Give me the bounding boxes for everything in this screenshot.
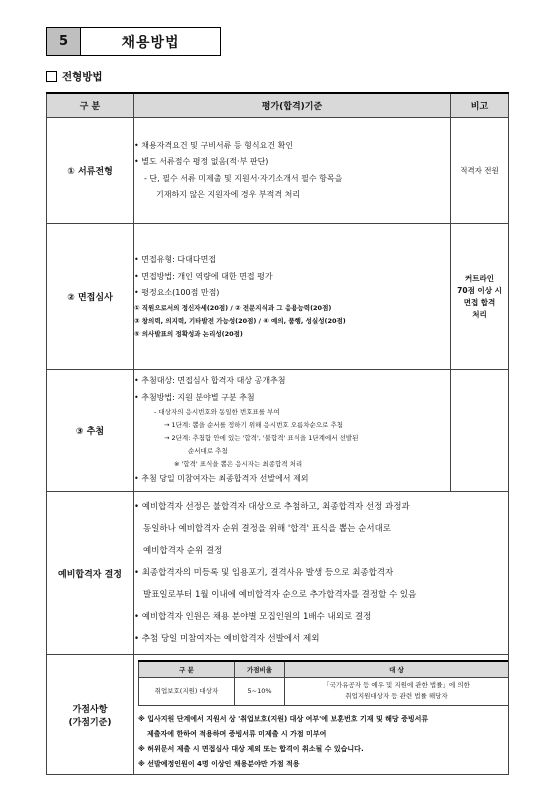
- row-label-document-screening: ① 서류전형: [47, 118, 134, 224]
- row-content: [134, 224, 451, 370]
- text-line: - 단, 필수 서류 미제출 및 지원서·자기소개서 필수 항목을: [144, 173, 343, 183]
- bullet-line: • 추첨 당일 미참여자는 예비합격자 선발에서 제외: [134, 628, 508, 650]
- bullet-line: • 채용자격요건 및 구비서류 등 형식요건 확인: [134, 138, 450, 155]
- note-line: 면접 합격: [463, 297, 496, 307]
- bullet-line: • 추첨대상: 면접심사 합격자 대상 공개추첨: [134, 373, 450, 390]
- row-label-bonus: [47, 655, 134, 775]
- text-line: 동일하나 예비합격자 순위 결정을 위해 '합격' 표식을 뽑는 순서대로: [143, 524, 391, 534]
- note-line: ※ 허위문서 제출 시 면접심사 대상 제외 또는 합격이 취소될 수 있습니다.: [138, 744, 364, 753]
- header-remarks: 비고: [451, 93, 509, 118]
- bullet-line: • 추첨방법: 지원 분야별 구분 추첨: [134, 390, 450, 407]
- row-note: [451, 224, 509, 370]
- bonus-target-line: 취업지원대상자 등 관련 법률 해당자: [345, 692, 448, 700]
- bonus-table: [138, 660, 509, 706]
- note-line: 제출자에 한하여 적용하며 증빙서류 미제출 시 가점 미부여: [147, 729, 327, 738]
- bullet-line: • 면접유형: 다대다면접: [134, 252, 450, 269]
- row-content: [134, 370, 451, 492]
- text-line: 발표일로부터 1월 이내에 예비합격자 순으로 추가합격자를 결정할 수 있음: [143, 590, 417, 600]
- small-line: ⑤ 의사발표의 정확성과 논리성(20점): [134, 329, 243, 338]
- note-line: 70점 이상 시: [457, 285, 502, 295]
- row-note: 적격자 전원: [451, 118, 509, 224]
- row-note: [451, 370, 509, 492]
- section-title: 채용방법: [121, 34, 180, 51]
- subheading: [46, 69, 103, 84]
- table-header-row: [47, 93, 509, 118]
- header-category: 구 분: [47, 93, 134, 118]
- table-row: [47, 492, 509, 655]
- label-line: (가점기준): [68, 717, 112, 728]
- bonus-category: 취업보호(지원) 대상자: [139, 677, 235, 705]
- small-line: - 대상자의 응시번호와 동일한 번호표를 부여: [154, 408, 280, 417]
- header-criteria: 평가(합격)기준: [134, 93, 451, 118]
- bonus-rate: 5~10%: [235, 677, 285, 705]
- bonus-row: [139, 677, 509, 705]
- text-line: 예비합격자 순위 결정: [143, 546, 223, 556]
- bullet-line: • 예비합격자 인원은 채용 분야별 모집인원의 1배수 내외로 결정: [134, 606, 508, 628]
- bonus-header-category: 구 분: [139, 661, 235, 678]
- bullet-line: • 평정요소(100점 만점): [134, 285, 450, 302]
- bullet-line: • 면접방법: 개인 역량에 대한 면접 평가: [134, 269, 450, 286]
- bonus-header-rate: 가점비율: [235, 661, 285, 678]
- row-label-reserve-candidates: 예비합격자 결정: [47, 492, 134, 655]
- small-line: → 1단계: 뽑을 순서를 정하기 위해 응시번호 오름차순으로 추첨: [164, 421, 343, 430]
- bullet-line: • 예비합격자 선정은 불합격자 대상으로 추첨하고, 최종합격자 선정 과정과: [134, 496, 508, 518]
- subheading-text: 전형방법: [62, 71, 103, 83]
- bullet-line: • 추첨 당일 미참여자는 최종합격자 선발에서 제외: [134, 471, 450, 488]
- section-number: 5: [47, 28, 81, 55]
- table-row: [47, 370, 509, 492]
- label-line: 가점사항: [72, 704, 108, 715]
- small-line: ※ '합격' 표식을 뽑은 응시자는 최종합격 처리: [174, 460, 303, 469]
- table-row: [47, 224, 509, 370]
- bonus-header-target: 대 상: [285, 661, 509, 678]
- row-label-interview: ② 면접심사: [47, 224, 134, 370]
- bullet-line: • 별도 서류점수 평정 없음(적·부 판단): [134, 154, 450, 171]
- small-line: → 2단계: 추첨함 안에 있는 '합격', '불합격' 표식을 1단계에서 선발된: [164, 434, 359, 443]
- note-line: 커트라인: [465, 273, 494, 283]
- note-line: ※ 입사지원 단계에서 지원서 상 '취업보호(지원) 대상 여부'에 보훈번호 기재 및 해당 증빙서류: [138, 714, 429, 723]
- checkbox-square-icon: [46, 71, 57, 82]
- text-line: 기재하지 않은 지원자에 경우 부적격 처리: [156, 190, 301, 199]
- selection-method-table: [46, 92, 509, 775]
- row-content: [134, 492, 509, 655]
- note-line: ※ 선발예정인원이 4명 이상인 채용분야만 가점 적용: [138, 759, 300, 768]
- row-content: [134, 655, 509, 775]
- small-line: ③ 창의력, 의지력, 기타발전 가능성(20점) / ④ 예의, 품행, 성실성(20점): [134, 316, 346, 325]
- bullet-line: • 최종합격자의 미등록 및 임용포기, 결격사유 발생 등으로 최종합격자: [134, 562, 508, 584]
- bonus-target: [285, 677, 509, 705]
- small-line: 순서대로 추첨: [188, 447, 228, 456]
- note-line: 처리: [472, 309, 487, 319]
- table-row: [47, 118, 509, 224]
- row-label-lottery: ③ 추첨: [47, 370, 134, 492]
- row-content: [134, 118, 451, 224]
- small-line: ① 직원으로서의 정신자세(20점) / ② 전문지식과 그 응용능력(20점): [134, 303, 332, 312]
- bonus-target-line: 「국가유공자 등 예우 및 지원에 관한 법률」에 의한: [323, 681, 470, 689]
- table-row: [47, 655, 509, 775]
- section-header: [46, 27, 221, 56]
- bonus-header-row: [139, 661, 509, 678]
